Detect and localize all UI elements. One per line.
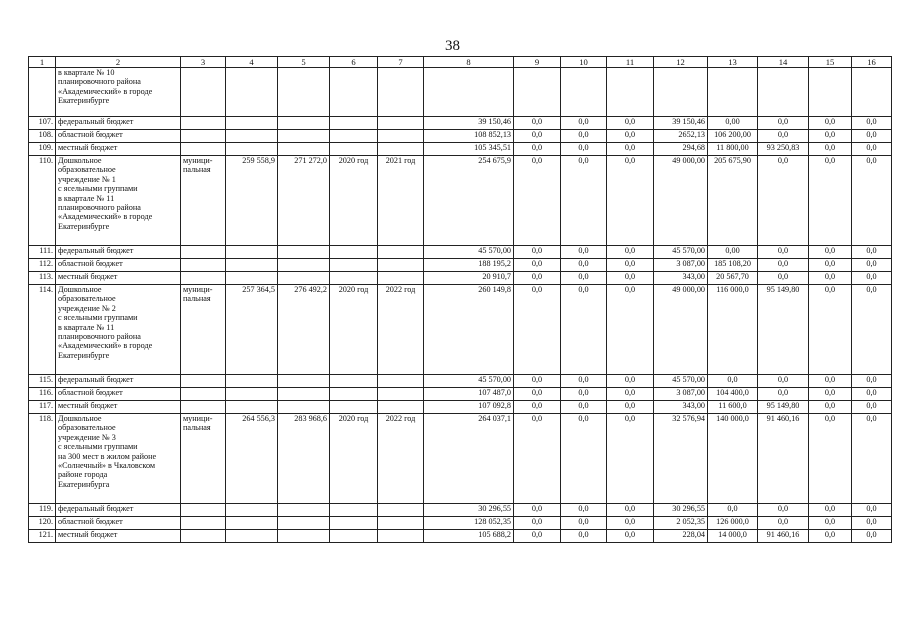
column-header: 4 — [226, 57, 278, 68]
row-name: местный бюджет — [56, 530, 181, 543]
start-year — [330, 530, 378, 543]
year-col-10: 0,0 — [561, 517, 607, 530]
table-row — [29, 246, 892, 259]
row-name: областной бюджет — [56, 388, 181, 401]
total-amount: 188 195,2 — [424, 259, 514, 272]
year-col-14: 0,0 — [758, 130, 809, 143]
year-col-9: 0,0 — [514, 530, 561, 543]
year-col-9: 0,0 — [514, 259, 561, 272]
end-year — [378, 130, 424, 143]
year-col-13: 14 000,0 — [708, 530, 758, 543]
start-year — [330, 117, 378, 130]
end-year — [378, 259, 424, 272]
year-col-16: 0,0 — [852, 156, 892, 246]
year-col-11: 0,0 — [607, 272, 654, 285]
year-col-12: 294,68 — [654, 143, 708, 156]
cost-col-4 — [226, 272, 278, 285]
year-col-12: 2 052,35 — [654, 517, 708, 530]
year-col-10: 0,0 — [561, 388, 607, 401]
year-col-13: 0,0 — [708, 504, 758, 517]
column-header: 5 — [278, 57, 330, 68]
row-name: федеральный бюджет — [56, 117, 181, 130]
end-year — [378, 504, 424, 517]
total-amount: 39 150,46 — [424, 117, 514, 130]
year-col-12: 32 576,94 — [654, 414, 708, 504]
cost-col-4 — [226, 517, 278, 530]
year-col-12: 45 570,00 — [654, 375, 708, 388]
row-name: федеральный бюджет — [56, 375, 181, 388]
cost-col-5 — [278, 117, 330, 130]
year-col-11: 0,0 — [607, 388, 654, 401]
start-year — [330, 401, 378, 414]
cost-col-5 — [278, 246, 330, 259]
year-col-13 — [708, 68, 758, 117]
row-number: 107. — [29, 117, 56, 130]
year-col-14: 93 250,83 — [758, 143, 809, 156]
column-header: 10 — [561, 57, 607, 68]
cost-col-4 — [226, 68, 278, 117]
year-col-9: 0,0 — [514, 117, 561, 130]
cost-col-4: 257 364,5 — [226, 285, 278, 375]
cost-col-4 — [226, 246, 278, 259]
year-col-15: 0,0 — [809, 130, 852, 143]
year-col-13: 140 000,0 — [708, 414, 758, 504]
ownership — [181, 530, 226, 543]
ownership — [181, 504, 226, 517]
total-amount: 105 345,51 — [424, 143, 514, 156]
year-col-10: 0,0 — [561, 285, 607, 375]
cost-col-4 — [226, 117, 278, 130]
year-col-9: 0,0 — [514, 375, 561, 388]
total-amount: 45 570,00 — [424, 246, 514, 259]
year-col-16: 0,0 — [852, 530, 892, 543]
table-row — [29, 388, 892, 401]
year-col-16: 0,0 — [852, 414, 892, 504]
ownership — [181, 272, 226, 285]
year-col-9: 0,0 — [514, 517, 561, 530]
table-row — [29, 156, 892, 246]
row-number — [29, 68, 56, 117]
year-col-10: 0,0 — [561, 156, 607, 246]
year-col-13: 11 600,0 — [708, 401, 758, 414]
year-col-16: 0,0 — [852, 375, 892, 388]
table-row — [29, 259, 892, 272]
cost-col-5 — [278, 375, 330, 388]
cost-col-4 — [226, 375, 278, 388]
ownership — [181, 130, 226, 143]
year-col-10: 0,0 — [561, 130, 607, 143]
year-col-13: 185 108,20 — [708, 259, 758, 272]
end-year: 2022 год — [378, 414, 424, 504]
cost-col-4 — [226, 143, 278, 156]
ownership — [181, 401, 226, 414]
cost-col-5 — [278, 143, 330, 156]
end-year — [378, 530, 424, 543]
year-col-13: 106 200,00 — [708, 130, 758, 143]
end-year — [378, 246, 424, 259]
year-col-12: 2652,13 — [654, 130, 708, 143]
cost-col-5 — [278, 259, 330, 272]
year-col-14: 0,0 — [758, 504, 809, 517]
table-row — [29, 130, 892, 143]
year-col-9: 0,0 — [514, 156, 561, 246]
year-col-12: 343,00 — [654, 401, 708, 414]
cost-col-5 — [278, 530, 330, 543]
end-year — [378, 272, 424, 285]
year-col-15: 0,0 — [809, 246, 852, 259]
year-col-9: 0,0 — [514, 246, 561, 259]
row-name: Дошкольное образовательное учреждение № 2 с ясельными группами в квартале № 11 планировочного района «Академический» в городе Екатеринбурге — [56, 285, 181, 375]
column-header: 3 — [181, 57, 226, 68]
row-number: 121. — [29, 530, 56, 543]
row-name: Дошкольное образовательное учреждение № 1 с ясельными группами в квартале № 11 планировочного района «Академический» в городе Екатеринбурге — [56, 156, 181, 246]
ownership: муници- пальная — [181, 156, 226, 246]
cost-col-5 — [278, 130, 330, 143]
year-col-13: 104 400,0 — [708, 388, 758, 401]
row-number: 114. — [29, 285, 56, 375]
header-row — [29, 57, 892, 68]
ownership: муници- пальная — [181, 414, 226, 504]
year-col-12 — [654, 68, 708, 117]
year-col-13: 205 675,90 — [708, 156, 758, 246]
ownership — [181, 68, 226, 117]
cost-col-4 — [226, 530, 278, 543]
year-col-14: 0,0 — [758, 388, 809, 401]
year-col-9: 0,0 — [514, 414, 561, 504]
table-row — [29, 414, 892, 504]
column-header: 13 — [708, 57, 758, 68]
cost-col-4 — [226, 130, 278, 143]
year-col-9 — [514, 68, 561, 117]
start-year — [330, 246, 378, 259]
ownership — [181, 259, 226, 272]
year-col-12: 39 150,46 — [654, 117, 708, 130]
year-col-15: 0,0 — [809, 143, 852, 156]
cost-col-4 — [226, 401, 278, 414]
table-row — [29, 517, 892, 530]
table-row — [29, 504, 892, 517]
start-year — [330, 68, 378, 117]
total-amount: 30 296,55 — [424, 504, 514, 517]
year-col-12: 3 087,00 — [654, 388, 708, 401]
end-year — [378, 388, 424, 401]
row-number: 109. — [29, 143, 56, 156]
column-header: 8 — [424, 57, 514, 68]
row-number: 118. — [29, 414, 56, 504]
year-col-16: 0,0 — [852, 504, 892, 517]
year-col-9: 0,0 — [514, 504, 561, 517]
year-col-11 — [607, 68, 654, 117]
row-name: областной бюджет — [56, 130, 181, 143]
year-col-12: 3 087,00 — [654, 259, 708, 272]
year-col-10: 0,0 — [561, 401, 607, 414]
row-number: 113. — [29, 272, 56, 285]
row-number: 108. — [29, 130, 56, 143]
end-year: 2021 год — [378, 156, 424, 246]
year-col-15: 0,0 — [809, 156, 852, 246]
cost-col-5 — [278, 68, 330, 117]
year-col-15: 0,0 — [809, 530, 852, 543]
year-col-16: 0,0 — [852, 143, 892, 156]
table-row — [29, 272, 892, 285]
column-header: 11 — [607, 57, 654, 68]
row-number: 111. — [29, 246, 56, 259]
year-col-16: 0,0 — [852, 401, 892, 414]
year-col-14: 0,0 — [758, 272, 809, 285]
table-row — [29, 401, 892, 414]
cost-col-5 — [278, 401, 330, 414]
year-col-12: 30 296,55 — [654, 504, 708, 517]
year-col-9: 0,0 — [514, 272, 561, 285]
year-col-12: 45 570,00 — [654, 246, 708, 259]
start-year — [330, 375, 378, 388]
cost-col-5: 276 492,2 — [278, 285, 330, 375]
year-col-15 — [809, 68, 852, 117]
total-amount: 260 149,8 — [424, 285, 514, 375]
cost-col-5 — [278, 272, 330, 285]
year-col-11: 0,0 — [607, 246, 654, 259]
year-col-14: 0,0 — [758, 246, 809, 259]
year-col-11: 0,0 — [607, 414, 654, 504]
year-col-14 — [758, 68, 809, 117]
year-col-15: 0,0 — [809, 375, 852, 388]
year-col-15: 0,0 — [809, 517, 852, 530]
year-col-15: 0,0 — [809, 388, 852, 401]
year-col-13: 0,00 — [708, 117, 758, 130]
year-col-10: 0,0 — [561, 117, 607, 130]
year-col-9: 0,0 — [514, 388, 561, 401]
cost-col-5: 271 272,0 — [278, 156, 330, 246]
row-name: областной бюджет — [56, 259, 181, 272]
row-name: местный бюджет — [56, 401, 181, 414]
year-col-10: 0,0 — [561, 143, 607, 156]
column-header: 15 — [809, 57, 852, 68]
total-amount: 264 037,1 — [424, 414, 514, 504]
year-col-11: 0,0 — [607, 517, 654, 530]
year-col-16: 0,0 — [852, 117, 892, 130]
ownership — [181, 375, 226, 388]
year-col-10: 0,0 — [561, 414, 607, 504]
year-col-11: 0,0 — [607, 156, 654, 246]
year-col-13: 0,0 — [708, 375, 758, 388]
cost-col-5 — [278, 388, 330, 401]
start-year — [330, 143, 378, 156]
column-header: 6 — [330, 57, 378, 68]
row-number: 119. — [29, 504, 56, 517]
total-amount: 254 675,9 — [424, 156, 514, 246]
column-header: 7 — [378, 57, 424, 68]
row-name: в квартале № 10 планировочного района «Академический» в городе Екатеринбурге — [56, 68, 181, 117]
row-number: 112. — [29, 259, 56, 272]
cost-col-4: 259 558,9 — [226, 156, 278, 246]
year-col-11: 0,0 — [607, 285, 654, 375]
cost-col-5 — [278, 517, 330, 530]
start-year — [330, 259, 378, 272]
year-col-14: 0,0 — [758, 259, 809, 272]
row-name: федеральный бюджет — [56, 246, 181, 259]
end-year — [378, 68, 424, 117]
year-col-9: 0,0 — [514, 143, 561, 156]
year-col-11: 0,0 — [607, 130, 654, 143]
year-col-10: 0,0 — [561, 259, 607, 272]
row-number: 117. — [29, 401, 56, 414]
total-amount: 45 570,00 — [424, 375, 514, 388]
table-row — [29, 68, 892, 117]
year-col-11: 0,0 — [607, 504, 654, 517]
start-year: 2020 год — [330, 156, 378, 246]
table-row — [29, 285, 892, 375]
year-col-9: 0,0 — [514, 285, 561, 375]
year-col-15: 0,0 — [809, 272, 852, 285]
column-header: 1 — [29, 57, 56, 68]
year-col-14: 0,0 — [758, 117, 809, 130]
total-amount — [424, 68, 514, 117]
start-year — [330, 130, 378, 143]
row-name: местный бюджет — [56, 143, 181, 156]
cost-col-4: 264 556,3 — [226, 414, 278, 504]
ownership — [181, 117, 226, 130]
row-number: 120. — [29, 517, 56, 530]
budget-table — [28, 56, 892, 543]
year-col-13: 126 000,0 — [708, 517, 758, 530]
column-header: 16 — [852, 57, 892, 68]
year-col-13: 116 000,0 — [708, 285, 758, 375]
total-amount: 20 910,7 — [424, 272, 514, 285]
year-col-9: 0,0 — [514, 130, 561, 143]
table-row — [29, 530, 892, 543]
year-col-14: 0,0 — [758, 517, 809, 530]
end-year — [378, 517, 424, 530]
total-amount: 128 052,35 — [424, 517, 514, 530]
total-amount: 107 092,8 — [424, 401, 514, 414]
start-year: 2020 год — [330, 414, 378, 504]
total-amount: 107 487,0 — [424, 388, 514, 401]
start-year — [330, 517, 378, 530]
year-col-16: 0,0 — [852, 272, 892, 285]
year-col-13: 11 800,00 — [708, 143, 758, 156]
row-number: 116. — [29, 388, 56, 401]
table-row — [29, 117, 892, 130]
year-col-14: 0,0 — [758, 375, 809, 388]
table-body — [29, 57, 892, 543]
ownership — [181, 517, 226, 530]
row-number: 115. — [29, 375, 56, 388]
cost-col-4 — [226, 259, 278, 272]
end-year — [378, 401, 424, 414]
year-col-15: 0,0 — [809, 259, 852, 272]
page-number: 38 — [445, 38, 460, 54]
column-header: 2 — [56, 57, 181, 68]
year-col-15: 0,0 — [809, 285, 852, 375]
year-col-11: 0,0 — [607, 259, 654, 272]
end-year: 2022 год — [378, 285, 424, 375]
year-col-11: 0,0 — [607, 143, 654, 156]
year-col-16: 0,0 — [852, 259, 892, 272]
year-col-11: 0,0 — [607, 530, 654, 543]
cost-col-5: 283 968,6 — [278, 414, 330, 504]
ownership: муници- пальная — [181, 285, 226, 375]
ownership — [181, 388, 226, 401]
year-col-10: 0,0 — [561, 530, 607, 543]
year-col-14: 91 460,16 — [758, 530, 809, 543]
row-name: местный бюджет — [56, 272, 181, 285]
year-col-16 — [852, 68, 892, 117]
ownership — [181, 246, 226, 259]
table-row — [29, 143, 892, 156]
row-name: Дошкольное образовательное учреждение № 3 с ясельными группами на 300 мест в жилом районе «Солнечный» в Чкаловском районе города Екатеринбурга — [56, 414, 181, 504]
year-col-12: 49 000,00 — [654, 285, 708, 375]
year-col-13: 0,00 — [708, 246, 758, 259]
start-year — [330, 504, 378, 517]
table-row — [29, 375, 892, 388]
year-col-16: 0,0 — [852, 130, 892, 143]
year-col-15: 0,0 — [809, 117, 852, 130]
year-col-14: 95 149,80 — [758, 401, 809, 414]
year-col-10: 0,0 — [561, 272, 607, 285]
year-col-10: 0,0 — [561, 246, 607, 259]
year-col-12: 343,00 — [654, 272, 708, 285]
cost-col-5 — [278, 504, 330, 517]
year-col-15: 0,0 — [809, 414, 852, 504]
year-col-10: 0,0 — [561, 504, 607, 517]
cost-col-4 — [226, 504, 278, 517]
year-col-16: 0,0 — [852, 285, 892, 375]
row-number: 110. — [29, 156, 56, 246]
year-col-16: 0,0 — [852, 388, 892, 401]
year-col-15: 0,0 — [809, 401, 852, 414]
year-col-14: 95 149,80 — [758, 285, 809, 375]
column-header: 12 — [654, 57, 708, 68]
cost-col-4 — [226, 388, 278, 401]
year-col-14: 0,0 — [758, 156, 809, 246]
year-col-12: 49 000,00 — [654, 156, 708, 246]
end-year — [378, 143, 424, 156]
year-col-11: 0,0 — [607, 375, 654, 388]
row-name: областной бюджет — [56, 517, 181, 530]
total-amount: 105 688,2 — [424, 530, 514, 543]
year-col-11: 0,0 — [607, 401, 654, 414]
end-year — [378, 117, 424, 130]
total-amount: 108 852,13 — [424, 130, 514, 143]
year-col-9: 0,0 — [514, 401, 561, 414]
row-name: федеральный бюджет — [56, 504, 181, 517]
year-col-13: 20 567,70 — [708, 272, 758, 285]
year-col-12: 228,04 — [654, 530, 708, 543]
start-year — [330, 388, 378, 401]
column-header: 9 — [514, 57, 561, 68]
ownership — [181, 143, 226, 156]
year-col-15: 0,0 — [809, 504, 852, 517]
year-col-16: 0,0 — [852, 246, 892, 259]
end-year — [378, 375, 424, 388]
year-col-11: 0,0 — [607, 117, 654, 130]
year-col-10 — [561, 68, 607, 117]
year-col-16: 0,0 — [852, 517, 892, 530]
start-year — [330, 272, 378, 285]
start-year: 2020 год — [330, 285, 378, 375]
year-col-10: 0,0 — [561, 375, 607, 388]
column-header: 14 — [758, 57, 809, 68]
year-col-14: 91 460,16 — [758, 414, 809, 504]
